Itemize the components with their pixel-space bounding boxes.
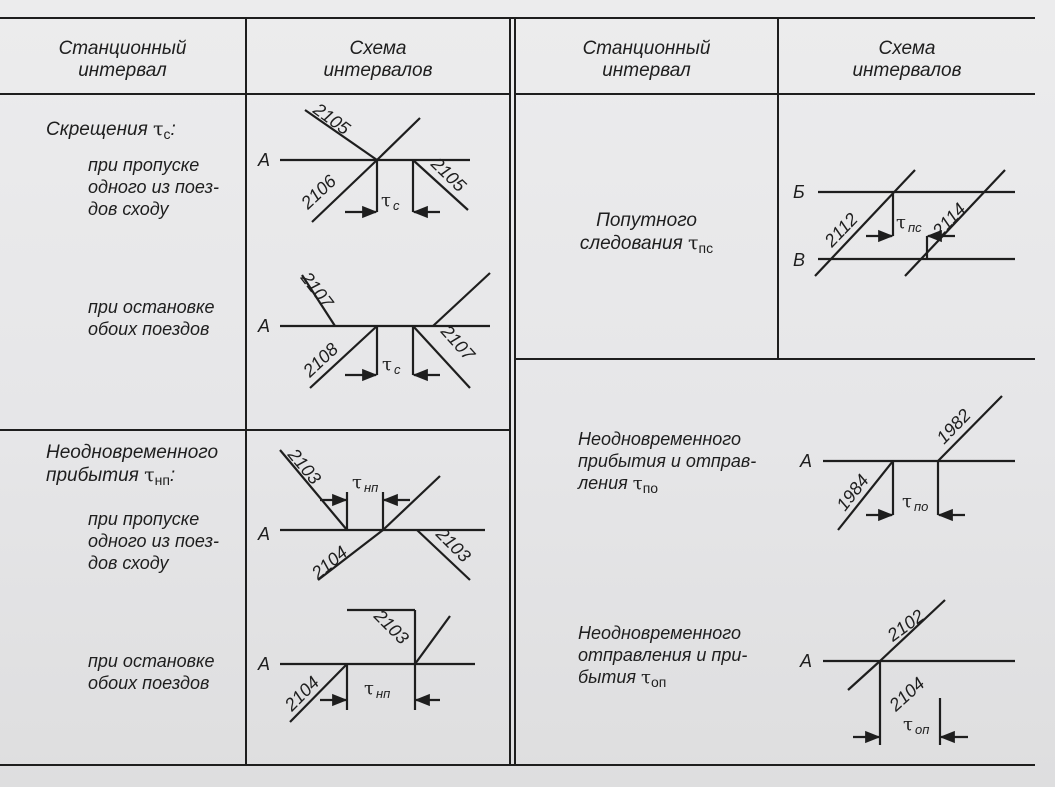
dep-arr-line2: отправления и при- bbox=[578, 645, 748, 665]
d6-tau-sub: по bbox=[914, 499, 929, 514]
header-col2-line2: интервалов bbox=[323, 60, 433, 81]
d6-station-label: А bbox=[800, 451, 813, 471]
header-col1-line2: интервал bbox=[78, 60, 167, 81]
header-col4-line2: интервалов bbox=[852, 60, 962, 81]
d2-station-label: А bbox=[258, 316, 271, 336]
nonsimul-case1-line3: дов сходу bbox=[88, 553, 169, 573]
d3-station-label: А bbox=[258, 524, 271, 544]
nonsimul-case2-line1: при остановке bbox=[88, 651, 215, 671]
d5-tau-symbol: τ bbox=[896, 212, 906, 233]
d7-train-label-2: 2104 bbox=[885, 673, 929, 715]
header-col3-line1: Станционный bbox=[582, 38, 711, 59]
crossing-colon: : bbox=[170, 119, 176, 140]
d2-train-label-3: 2107 bbox=[437, 321, 479, 365]
nonsimul-arrival-tau-symbol: τ bbox=[144, 464, 155, 486]
passing-tau-symbol: τ bbox=[688, 232, 699, 254]
arr-dep-line3: ления bbox=[578, 473, 628, 493]
d6-tau-symbol: τ bbox=[902, 491, 912, 512]
nonsimul-arrival-line2: прибытия bbox=[46, 465, 139, 486]
d2-tau-symbol: τ bbox=[382, 354, 392, 375]
d4-tau-sub: нп bbox=[376, 686, 391, 701]
d3-tau-sub: нп bbox=[364, 480, 379, 495]
crossing-case1-line2: одного из поез- bbox=[88, 177, 220, 197]
crossing-case2-line2: обоих поездов bbox=[88, 319, 210, 339]
arr-dep-line2: прибытия и отправ- bbox=[578, 451, 757, 471]
dep-arr-tau-symbol: τ bbox=[641, 667, 651, 688]
d3-train-label-1: 2103 bbox=[283, 444, 325, 489]
passing-tau-sub: пс bbox=[698, 240, 714, 256]
header-col2-line1: Схема bbox=[349, 38, 407, 59]
d1-train-label-1: 2105 bbox=[309, 99, 354, 139]
d2-train-label-2: 2108 bbox=[299, 338, 343, 381]
d3-tau-symbol: τ bbox=[352, 472, 362, 493]
d4-train-label-2: 2103 bbox=[370, 605, 413, 649]
crossing-title-text: Скрещения bbox=[46, 119, 148, 140]
d6-train-label-1: 1984 bbox=[832, 470, 873, 515]
d1-train-label-3: 2105 bbox=[427, 153, 470, 196]
dep-arr-line1: Неодновременного bbox=[578, 623, 741, 643]
d1-tau-symbol: τ bbox=[381, 190, 391, 211]
d3-train-label-2: 2104 bbox=[307, 542, 352, 584]
crossing-case1-line3: дов сходу bbox=[88, 199, 169, 219]
header-col4-line1: Схема bbox=[878, 38, 936, 59]
crossing-tau-symbol: τ bbox=[153, 118, 164, 140]
header-col3-line2: интервал bbox=[602, 60, 691, 81]
d2-tau-sub: с bbox=[394, 362, 401, 377]
crossing-tau-sub: с bbox=[163, 126, 171, 142]
arr-dep-tau-sub: по bbox=[642, 480, 659, 496]
passing-line2: следования bbox=[579, 233, 683, 254]
d4-station-label: А bbox=[258, 654, 271, 674]
d5-station-top: Б bbox=[793, 182, 805, 202]
arr-dep-tau-symbol: τ bbox=[632, 473, 643, 494]
crossing-case2-line1: при остановке bbox=[88, 297, 215, 317]
header-col1-line1: Станционный bbox=[58, 38, 187, 59]
d1-train-label-2: 2106 bbox=[297, 170, 341, 213]
d5-tau-sub: пс bbox=[908, 220, 922, 235]
d7-tau-sub: оп bbox=[915, 722, 930, 737]
d1-station-label: А bbox=[258, 150, 271, 170]
d6-train-label-2: 1982 bbox=[932, 405, 975, 448]
d7-train-label-1: 2102 bbox=[883, 605, 928, 646]
nonsimul-arrival-colon: : bbox=[169, 465, 176, 486]
arr-dep-line1: Неодновременного bbox=[578, 429, 741, 449]
d5-train-label-1: 2112 bbox=[820, 209, 862, 251]
d2-train-label-1: 2107 bbox=[296, 268, 338, 313]
d5-station-bottom: В bbox=[793, 250, 806, 270]
d1-tau-sub: с bbox=[393, 198, 400, 213]
nonsimul-arrival-tau-sub: нп bbox=[154, 472, 170, 488]
dep-arr-line3: бытия bbox=[578, 667, 636, 687]
d4-tau-symbol: τ bbox=[364, 678, 374, 699]
d4-train-label-1: 2104 bbox=[280, 672, 324, 715]
d7-tau-symbol: τ bbox=[903, 714, 913, 735]
d5-train-label-2: 2114 bbox=[928, 199, 970, 241]
d3-train-label-3: 2103 bbox=[432, 523, 475, 567]
crossing-case1-line1: при пропуске bbox=[88, 155, 200, 175]
nonsimul-case2-line2: обоих поездов bbox=[88, 673, 210, 693]
nonsimul-case1-line1: при пропуске bbox=[88, 509, 200, 529]
passing-line1: Попутного bbox=[596, 210, 697, 231]
nonsimul-case1-line2: одного из поез- bbox=[88, 531, 220, 551]
nonsimul-arrival-line1: Неодновременного bbox=[46, 442, 219, 463]
d7-station-label: А bbox=[800, 651, 813, 671]
dep-arr-tau-sub: оп bbox=[650, 674, 667, 690]
